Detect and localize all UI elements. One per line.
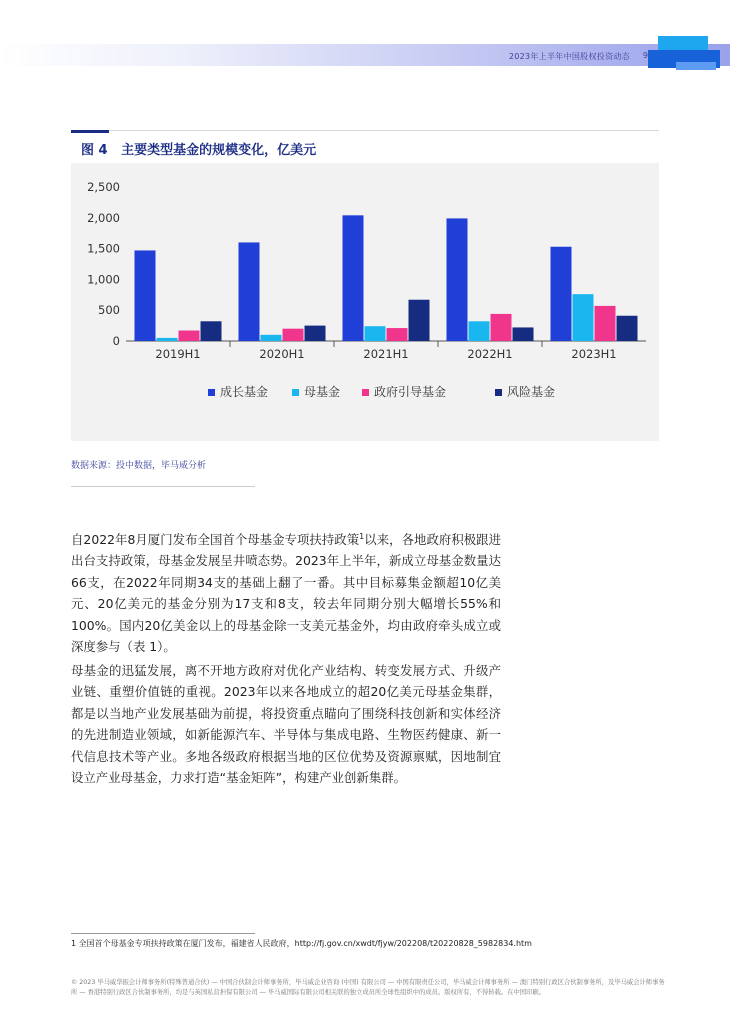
y-tick-label: 1,000: [87, 272, 120, 287]
y-tick-label: 1,500: [87, 241, 120, 256]
legend-swatch: [208, 389, 215, 396]
figure-caption: 主要类型基金的规模变化，亿美元: [121, 143, 317, 158]
paragraph-2: 母基金的迅猛发展，离不开地方政府对优化产业结构、转变发展方式、升级产业链、重塑价值链的重视。2023年以来各地成立的超20亿美元母基金集群，都是以当地产业发展基础为前提，将投资重点瞄向了围绕科技创新和实体经济的先进制造业领域，如新能源汽车、半导体与集成电路、生物医药健康、新一代信息技术等产业。多地各级政府根据当地的区位优势及资源禀赋，因地制宜设立产业母基金，力求打造“基金矩阵”，构建产业创新集群。: [71, 663, 501, 786]
y-tick-label: 2,000: [87, 210, 120, 225]
y-tick-label: 500: [98, 303, 120, 318]
bar-2021H1-成长基金: [343, 215, 364, 341]
bar-2019H1-政府引导基金: [179, 331, 200, 341]
divider: [71, 486, 255, 487]
legend-swatch: [495, 389, 502, 396]
bar-2022H1-成长基金: [447, 218, 468, 341]
figure-label: 图 4: [81, 143, 108, 158]
legend-label: 成长基金: [220, 385, 269, 399]
legend-swatch: [292, 389, 299, 396]
bar-2023H1-政府引导基金: [595, 306, 616, 341]
bar-2020H1-母基金: [261, 335, 282, 341]
legend-label: 政府引导基金: [374, 385, 447, 399]
bar-2021H1-风险基金: [409, 300, 430, 341]
bar-2019H1-风险基金: [201, 321, 222, 341]
bar-2020H1-政府引导基金: [283, 329, 304, 341]
figure-accent-bar: [71, 130, 109, 133]
bar-2022H1-母基金: [469, 321, 490, 341]
legend-label: 母基金: [304, 385, 341, 399]
paragraph-1: [71, 529, 501, 657]
x-tick-label: 2021H1: [363, 347, 409, 361]
bar-2020H1-成长基金: [239, 242, 260, 341]
legal-notice: © 2023 毕马威华振会计师事务所(特殊普通合伙) — 中国合伙制会计师事务所，毕马威企业咨询 (中国) 有限公司 — 中国有限责任公司，毕马威会计师事务所 — 澳门特别行政区合伙制事务所，及毕马威会计师事务所 — 香港特别行政区合伙制事务所，均是与英国私营担保有限公司 — 毕马威国际有限公司相关联的独立成员所全球性组织中的成员。版权所有，不得转载。在中国印刷。: [71, 979, 665, 996]
bar-2022H1-政府引导基金: [491, 314, 512, 341]
x-tick-label: 2020H1: [259, 347, 305, 361]
y-tick-label: 2,500: [87, 180, 120, 194]
bar-2022H1-风险基金: [513, 327, 534, 341]
bar-2023H1-成长基金: [551, 247, 572, 341]
footnote-ref[interactable]: 1: [359, 531, 365, 541]
legend-label: 风险基金: [507, 385, 556, 399]
y-tick-label: 0: [112, 334, 120, 348]
figure-title: [81, 139, 316, 158]
paragraph-1-start: 自2022年8月厦门发布全国首个母基金专项扶持政策: [71, 532, 360, 547]
bar-2021H1-政府引导基金: [387, 328, 408, 341]
bar-2023H1-母基金: [573, 294, 594, 341]
data-source: 数据来源：投中数据，毕马威分析: [71, 461, 207, 471]
bar-2019H1-母基金: [157, 338, 178, 341]
header-decoration: [676, 62, 716, 70]
header-decoration: [658, 36, 708, 50]
paragraph-1-rest: 以来，各地政府积极跟进出台支持政策，母基金发展呈井喷态势。2023年上半年，新成立母基金数量达66支，在2022年同期34支的基础上翻了一番。其中目标募集金额超10亿美元、20亿美元的基金分别为17支和8支，较去年同期分别大幅增长55%和100%。国内20亿美金以上的母基金除一支美元基金外，均由政府牵头成立或深度参与（表 1）。: [71, 532, 502, 655]
footnote[interactable]: 1 全国首个母基金专项扶持政策在厦门发布，福建省人民政府，http://fj.gov.cn/xwdt/fjyw/202208/t20220828_5982834.htm: [71, 939, 532, 948]
bar-2020H1-风险基金: [305, 326, 326, 341]
chart-panel: [71, 163, 659, 441]
bar-2021H1-母基金: [365, 326, 386, 341]
legend-swatch: [362, 389, 369, 396]
footnote-divider: [71, 933, 255, 934]
bar-chart: [71, 163, 659, 441]
header-title: 2023年上半年中国股权投资动态: [508, 52, 630, 61]
x-tick-label: 2023H1: [571, 347, 617, 361]
x-tick-label: 2022H1: [467, 347, 513, 361]
bar-2023H1-风险基金: [617, 316, 638, 341]
x-tick-label: 2019H1: [155, 347, 201, 361]
page-number: 9: [642, 51, 648, 60]
figure-title-row: [71, 130, 659, 159]
bar-2019H1-成长基金: [135, 250, 156, 341]
